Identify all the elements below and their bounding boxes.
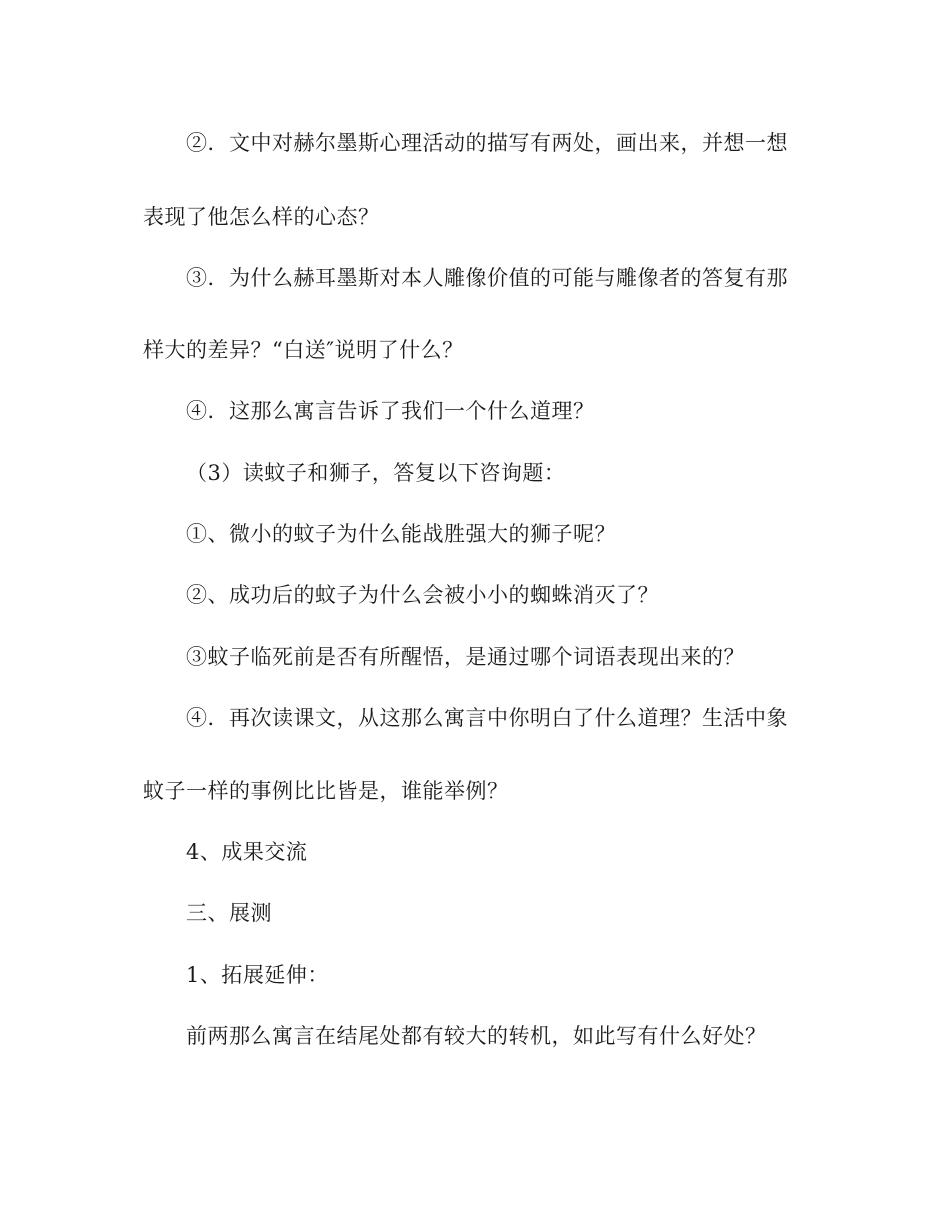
paragraph-line-10: ④．再次读课文，从这那么寓言中你明白了什么道理？生活中象 [186,706,788,730]
paragraph-line-4: 样大的差异？“白送″说明了什么？ [143,338,464,362]
paragraph-line-7: ①、微小的蚊子为什么能战胜强大的狮子呢？ [186,522,616,546]
paragraph-line-12: 4、成果交流 [186,840,308,864]
subsection-heading: 1、拓展延伸： [186,963,329,987]
paragraph-line-3: ③．为什么赫耳墨斯对本人雕像价值的可能与雕像者的答复有那 [186,266,788,290]
section-heading: 三、展测 [186,901,272,925]
paragraph-line-15: 前两那么寓言在结尾处都有较大的转机，如此写有什么好处？ [186,1024,767,1048]
paragraph-line-11: 蚊子一样的事例比比皆是，谁能举例？ [143,779,509,803]
paragraph-line-9: ③蚊子临死前是否有所醒悟，是通过哪个词语表现出来的？ [186,645,745,669]
paragraph-line-8: ②、成功后的蚊子为什么会被小小的蜘蛛消灭了？ [186,583,659,607]
paragraph-line-6: （3）读蚊子和狮子，答复以下咨询题： [186,461,566,485]
paragraph-line-2: 表现了他怎么样的心态？ [143,205,380,229]
paragraph-line-5: ④．这那么寓言告诉了我们一个什么道理？ [186,399,595,423]
paragraph-line-1: ②．文中对赫尔墨斯心理活动的描写有两处，画出来，并想一想 [186,131,788,155]
